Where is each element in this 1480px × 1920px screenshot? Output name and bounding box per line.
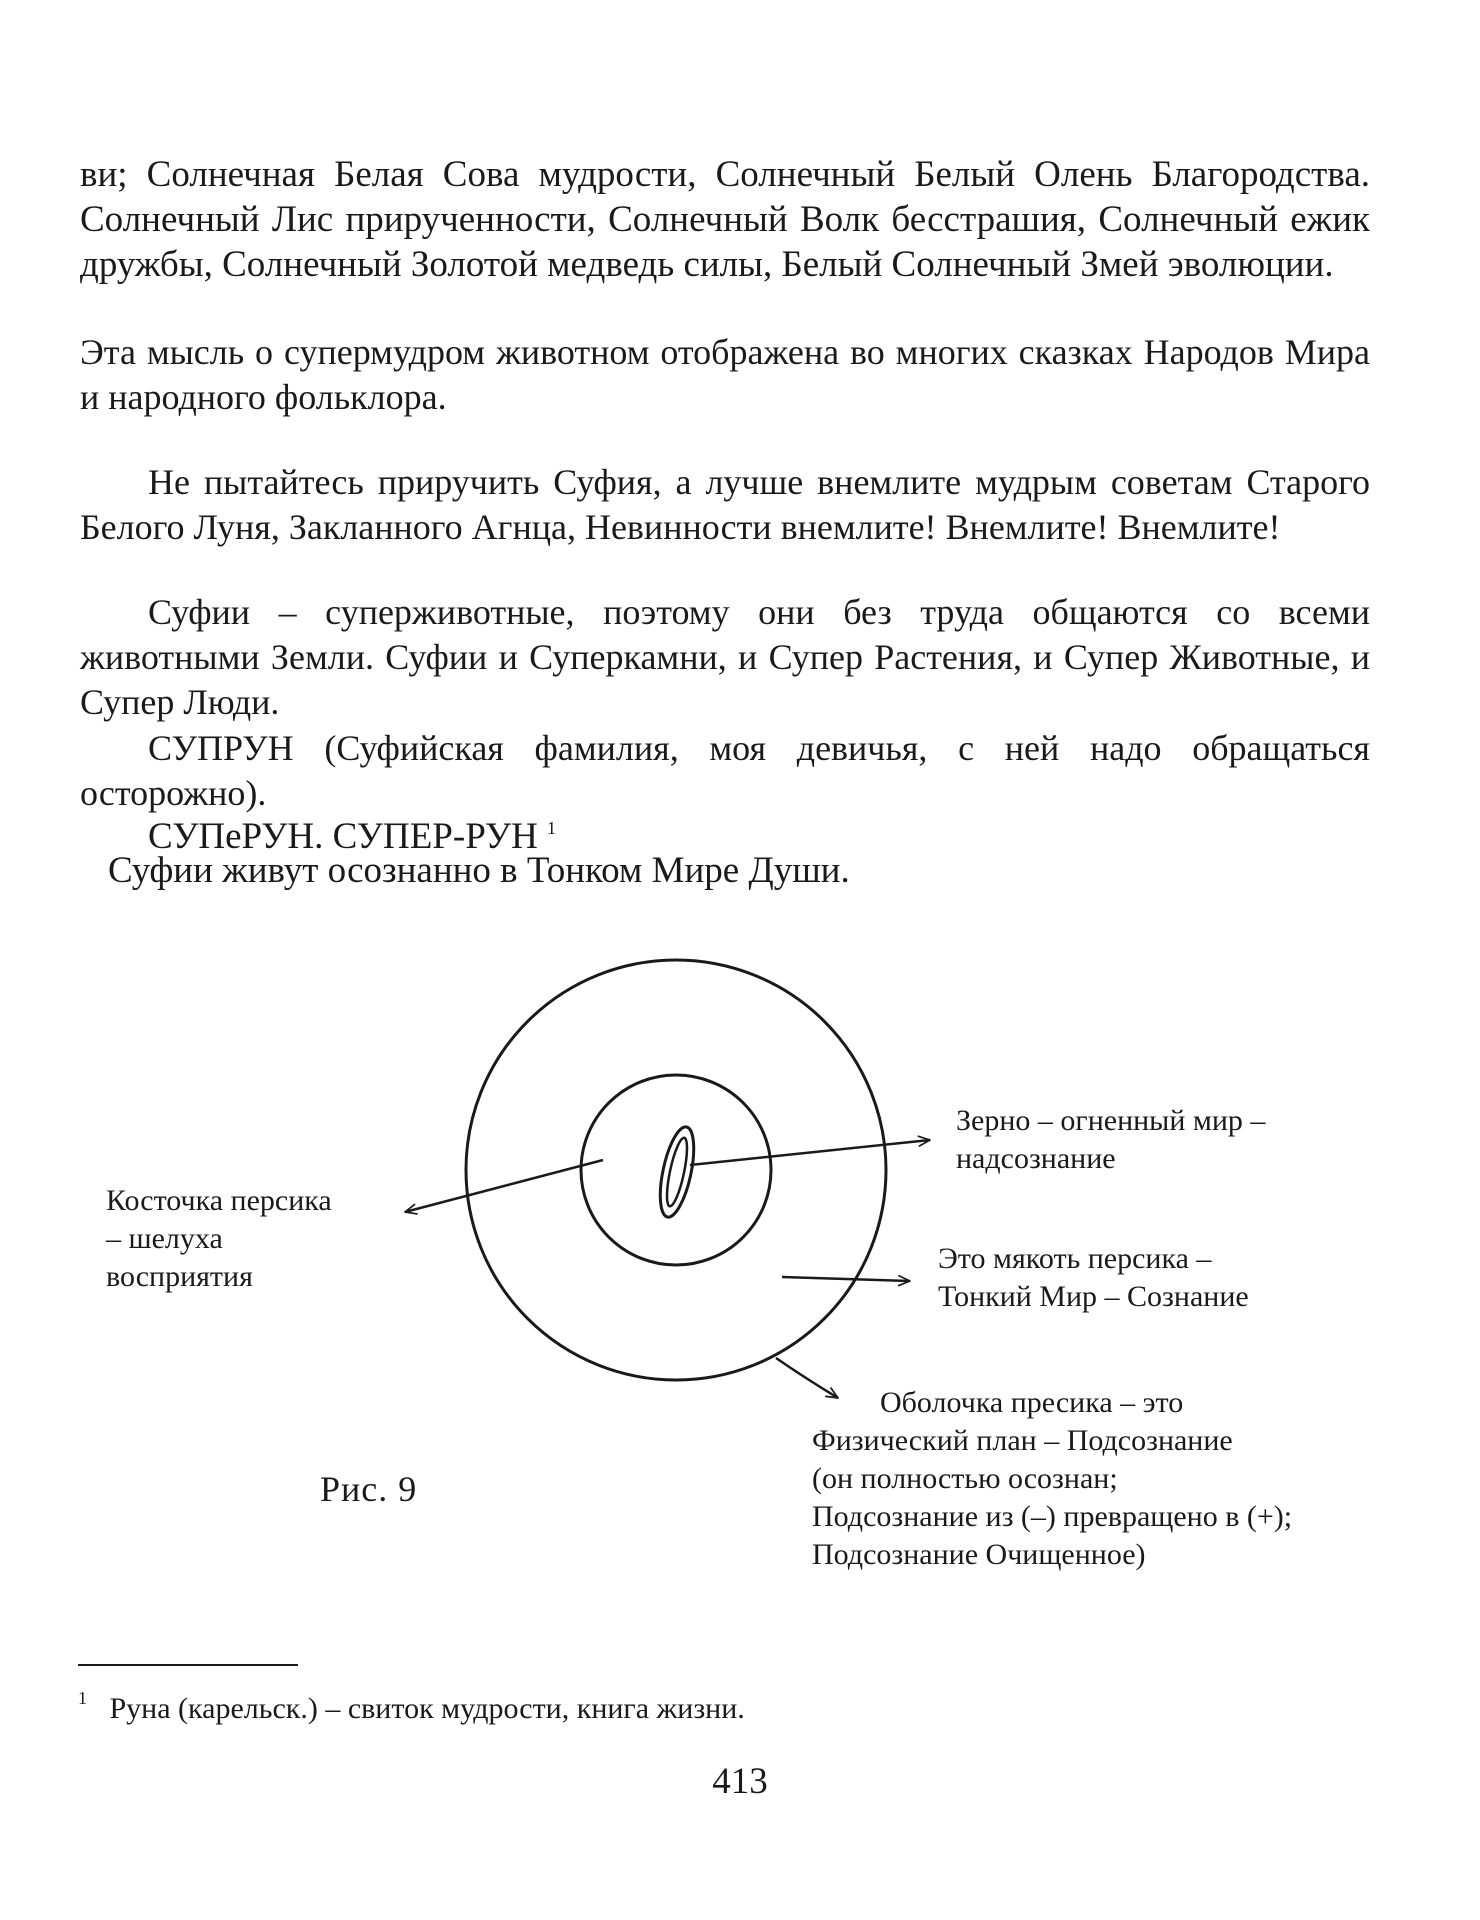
paragraph-suprun: СУПРУН (Суфийская фамилия, моя девичья, с ней надо обращаться осторожно). (80, 728, 1370, 813)
paragraph-folklore: Эта мысль о супермудром животном отображена во многих сказках Народов Мира и народного фольклора. (80, 332, 1370, 417)
arrow-to-seed-label (690, 1140, 930, 1165)
paragraph-superanimals: Суфии – суперживотные, поэтому они без труда общаются со всеми животными Земли. Суфии и Суперкамни, и Супер Растения, и Супер Животные, и Супер Люди. (80, 592, 1370, 722)
superun-text: СУПеРУН. СУПЕР-РУН (148, 816, 538, 857)
footnote (78, 1680, 745, 1727)
label-seed-line-2: надсознание (956, 1142, 1116, 1175)
inner-circle-peach-stone (581, 1075, 771, 1265)
label-shell-line-5: Подсознание Очищенное) (812, 1538, 1146, 1571)
label-seed-line-1: Зерно – огненный мир – (956, 1104, 1266, 1137)
footnote-text: Руна (карельск.) – свиток мудрости, книга жизни. (109, 1692, 745, 1725)
label-shell-line-2: Физический план – Подсознание (812, 1424, 1233, 1457)
paragraph-sufi-live: Суфии живут осознанно в Тонком Мире Души. (108, 850, 850, 891)
label-peach-stone (106, 1182, 332, 1296)
label-shell (812, 1384, 1292, 1574)
paragraph-do-not-tame: Не пытайтесь приручить Суфия, а лучше внемлите мудрым советам Старого Белого Луня, Закланного Агнца, Невинности внемлите! Внемлите! Внемлите! (80, 462, 1370, 547)
label-shell-line-3: (он полностью осознан; (812, 1462, 1118, 1495)
label-pulp-line-2: Тонкий Мир – Сознание (938, 1280, 1249, 1313)
label-pulp (938, 1240, 1249, 1316)
page-number: 413 (712, 1761, 768, 1802)
label-seed (956, 1102, 1265, 1178)
paragraph-animals-list: ви; Солнечная Белая Сова мудрости, Солнечный Белый Олень Благородства. Солнечный Лис прирученности, Солнечный Волк бесстрашия, Солнечный ежик дружбы, Солнечный Золотой медведь силы, Белый Солнечный Змей эволюции. (80, 154, 1370, 285)
seed-icon (654, 1124, 701, 1220)
label-shell-line-4: Подсознание из (–) превращено в (+); (812, 1500, 1293, 1533)
label-shell-line-1: Оболочка пресика – это (880, 1386, 1184, 1419)
label-pulp-line-1: Это мякоть персика – (938, 1242, 1212, 1275)
footnote-reference: 1 (547, 818, 557, 838)
footnote-divider (78, 1664, 298, 1666)
label-peach-stone-line-2: – шелуха (106, 1222, 223, 1255)
arrow-to-pulp-label (782, 1277, 910, 1281)
label-peach-stone-line-1: Косточка персика (106, 1184, 332, 1217)
footnote-mark: 1 (78, 1688, 87, 1708)
outer-circle-peach-shell (466, 960, 886, 1380)
label-peach-stone-line-3: восприятия (106, 1260, 253, 1293)
figure-caption: Рис. 9 (320, 1469, 418, 1509)
arrow-to-stone-label (405, 1160, 603, 1212)
